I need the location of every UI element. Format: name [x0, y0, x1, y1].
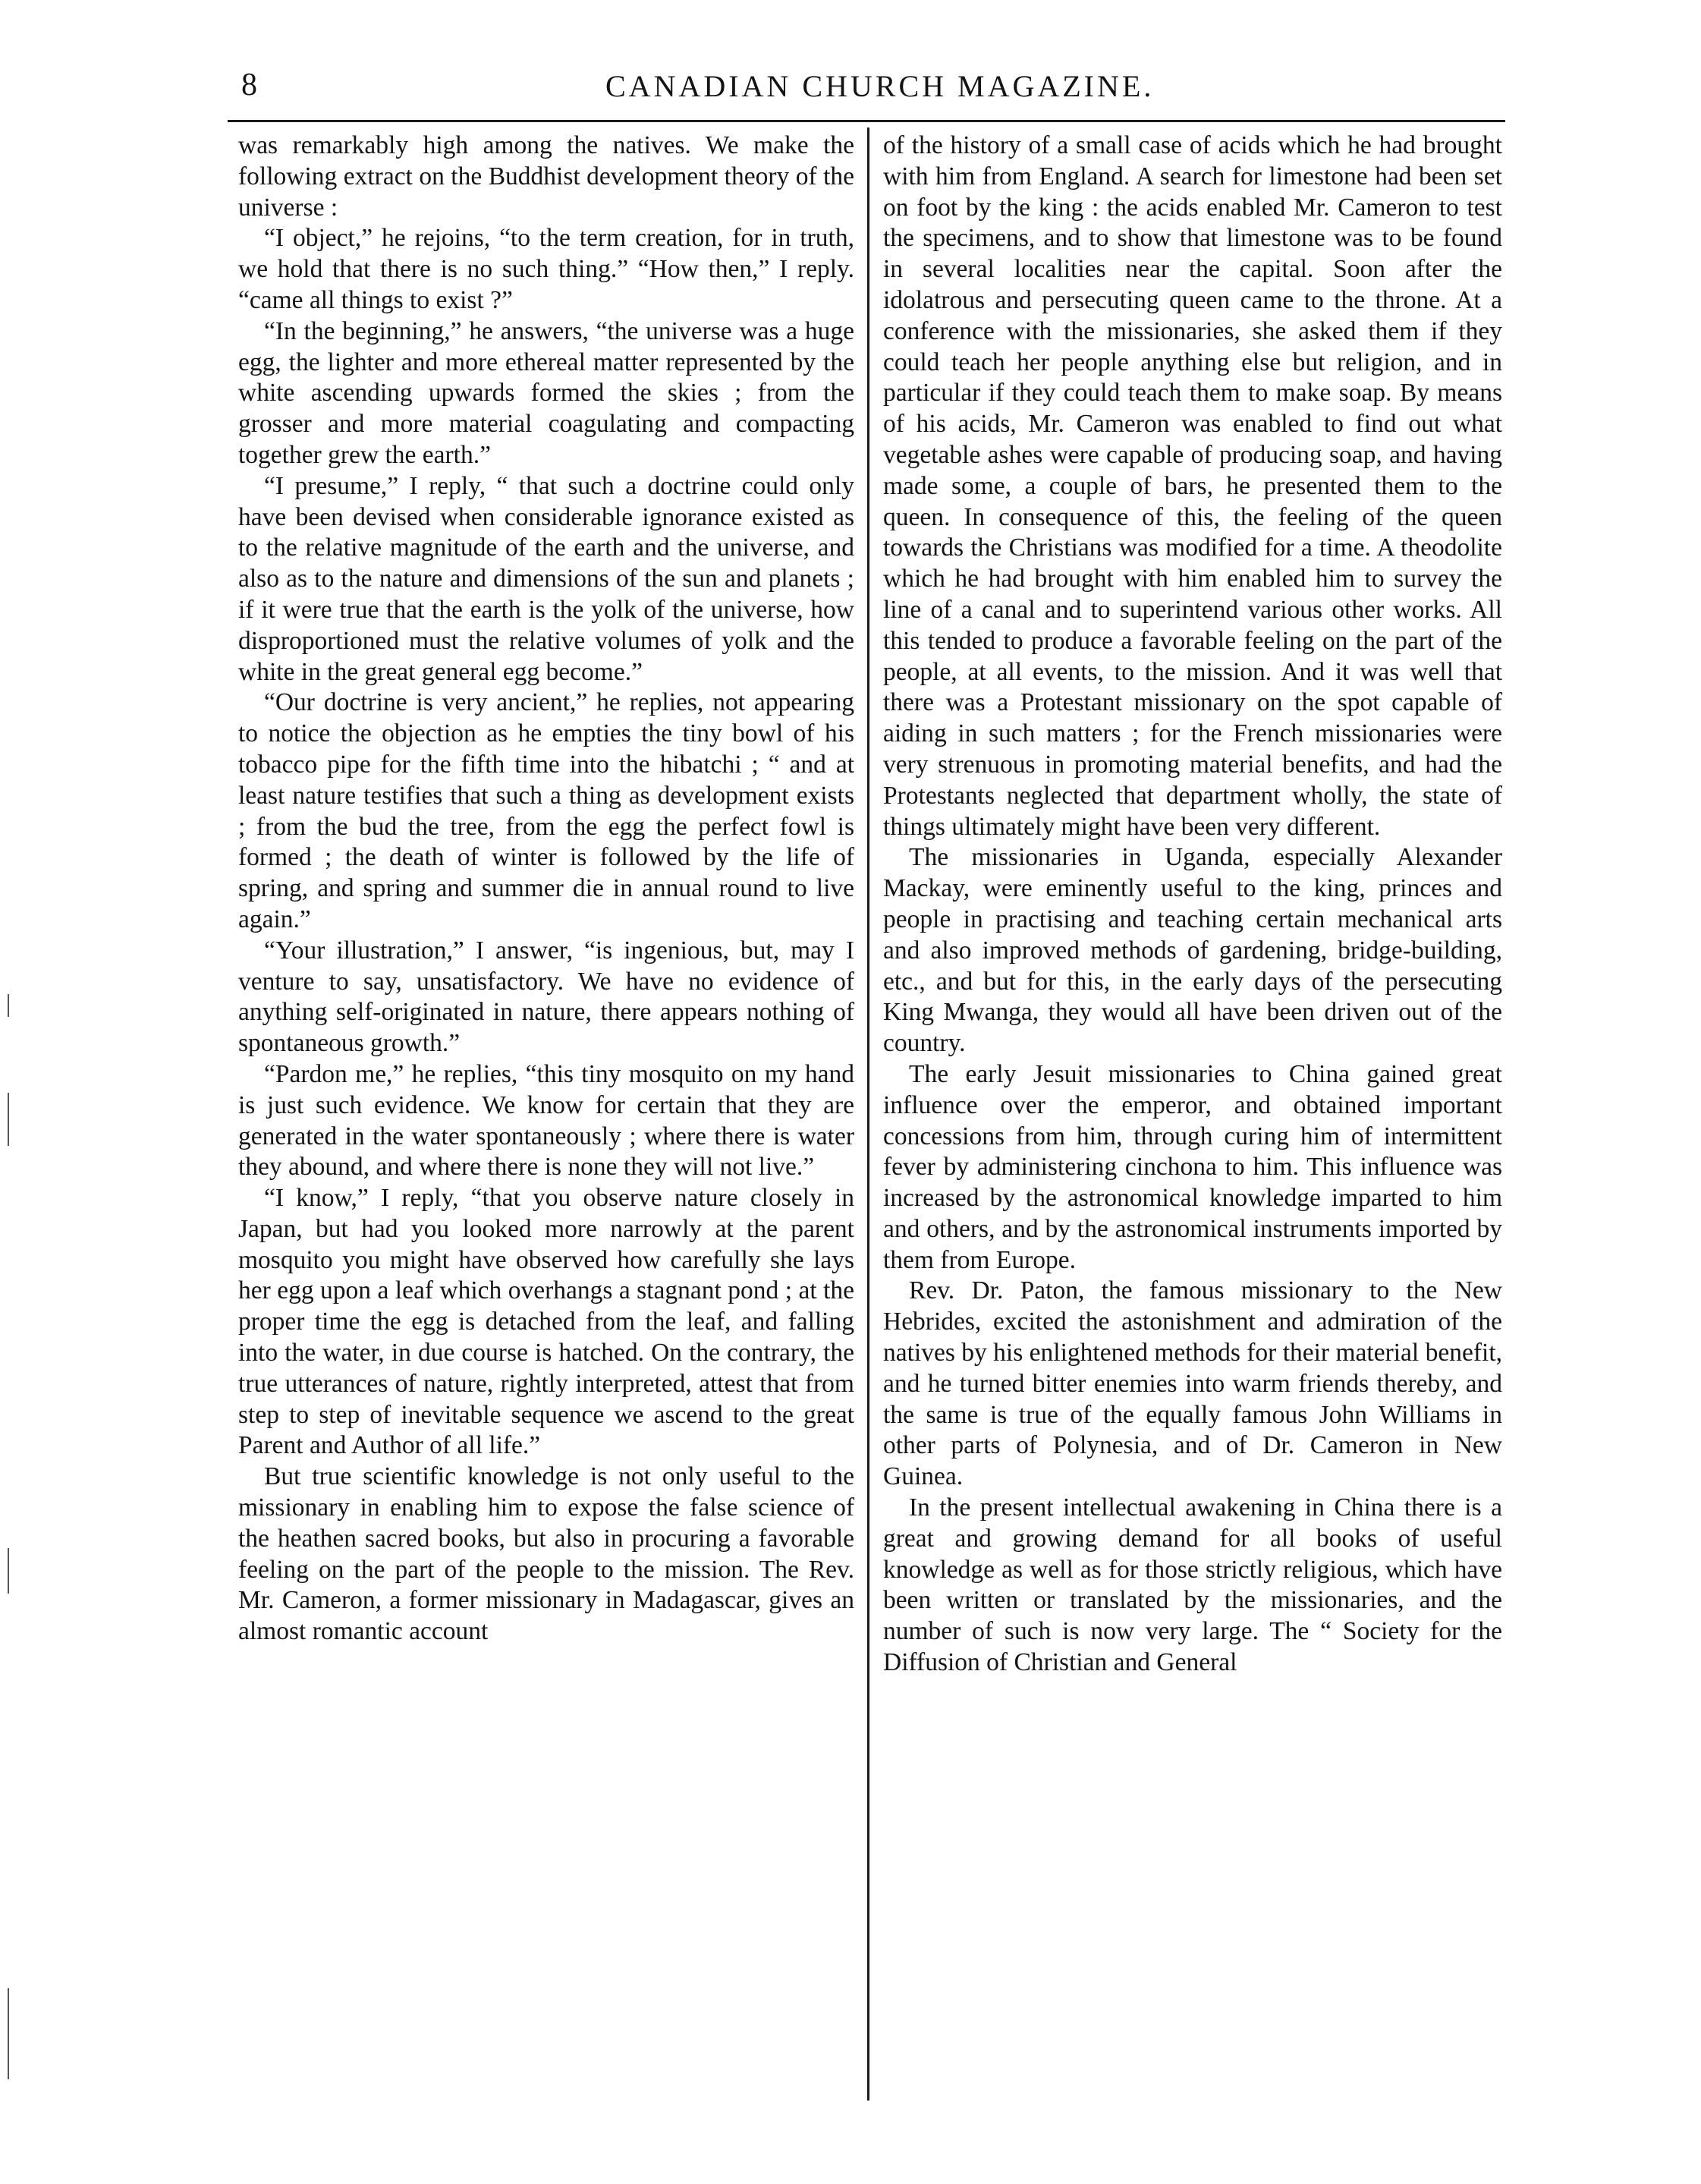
page-number: 8 — [241, 68, 258, 102]
paragraph: “Our doctrine is very ancient,” he replies, not appearing to notice the objection as he empties the tiny bowl of his tobacco pipe for the fifth time into the hibatchi ; “ and at least nature testifies that such a thing as development exists ; from the bud the tree, from the egg the perfect fowl is formed ; the death of winter is followed by the life of spring, and spring and summer die in annual round to live again.” — [238, 688, 854, 933]
paragraph: “Pardon me,” he replies, “this tiny mosquito on my hand is just such evidence. We know for certain that they are generated in the water spontaneously ; where there is water they abound, and where there is none they will not live.” — [238, 1059, 854, 1182]
paragraph: Rev. Dr. Paton, the famous missionary to the New Hebrides, excited the astonishment and admiration of the natives by his enlightened methods for their material benefit, and he turned bitter enemies into warm friends thereby, and the same is true of the equally famous John Williams in other parts of Polynesia, and of Dr. Cameron in New Guinea. — [883, 1276, 1502, 1491]
left-column — [238, 131, 854, 1647]
scan-mark — [8, 994, 9, 1017]
paragraph: “Your illustration,” I answer, “is ingenious, but, may I venture to say, unsatisfactory. We have no evidence of anything self-originated in nature, there appears nothing of spontaneous growth.” — [238, 936, 854, 1058]
paragraph: was remarkably high among the natives. We make the following extract on the Buddhist development theory of the universe : — [238, 131, 854, 222]
paragraph: In the present intellectual awakening in China there is a great and growing demand for all books of useful knowledge as well as for those strictly religious, which have been written or translated by the missionaries, and the number of such is now very large. The “ Society for the Diffusion of Christian and General — [883, 1493, 1502, 1677]
paragraph: But true scientific knowledge is not only useful to the missionary in enabling him to expose the false science of the heathen sacred books, but also in procuring a favorable feeling on the part of the people to the mission. The Rev. Mr. Cameron, a former missionary in Madagascar, gives an almost romantic account — [238, 1462, 854, 1646]
paragraph: “I presume,” I reply, “ that such a doctrine could only have been devised when considerable ignorance existed as to the relative magnitude of the earth and the universe, and also as to the nature and dimensions of the sun and planets ; if it were true that the earth is the yolk of the universe, how disproportioned must the relative volumes of yolk and the white in the great general egg become.” — [238, 471, 854, 686]
paragraph: “In the beginning,” he answers, “the universe was a huge egg, the lighter and more ethereal matter represented by the white ascending upwards formed the skies ; from the grosser and more material coagulating and compacting together grew the earth.” — [238, 316, 854, 469]
running-title: CANADIAN CHURCH MAGAZINE. — [605, 69, 1155, 103]
scan-mark — [8, 1988, 9, 2079]
column-divider — [867, 127, 869, 2101]
paragraph: The early Jesuit missionaries to China gained great influence over the emperor, and obtained important concessions from him, through curing him of intermittent fever by administering cinchona to him. This influence was increased by the astronomical knowledge imparted to him and others, and by the astronomical instruments imported by them from Europe. — [883, 1059, 1502, 1274]
right-column — [883, 131, 1502, 1679]
scan-mark — [8, 1093, 9, 1146]
scan-mark — [8, 1548, 9, 1594]
paragraph: The missionaries in Uganda, especially Alexander Mackay, were eminently useful to the king, princes and people in practising and teaching certain mechanical arts and also improved methods of gardening, bridge-building, etc., and but for this, in the early days of the persecuting King Mwanga, they would all have been driven out of the country. — [883, 843, 1502, 1058]
header-rule — [228, 120, 1505, 122]
paragraph: of the history of a small case of acids which he had brought with him from England. A search for limestone had been set on foot by the king : the acids enabled Mr. Cameron to test the specimens, and to show that limestone was to be found in several localities near the capital. Soon after the idolatrous and persecuting queen came to the throne. At a conference with the missionaries, she asked them if they could teach her people anything else but religion, and in particular if they could teach them to make soap. By means of his acids, Mr. Cameron was enabled to find out what vegetable ashes were capable of producing soap, and having made some, a couple of bars, he presented them to the queen. In consequence of this, the feeling of the queen towards the Christians was modified for a time. A theodolite which he had brought with him enabled him to survey the line of a canal and to superintend various other works. All this tended to produce a favorable feeling on the part of the people, at all events, to the mission. And it was well that there was a Protestant missionary on the spot capable of aiding in such matters ; for the French missionaries were very strenuous in promoting material benefits, and had the Protestants neglected that department wholly, the state of things ultimately might have been very different. — [883, 131, 1502, 841]
paragraph: “I object,” he rejoins, “to the term creation, for in truth, we hold that there is no such thing.” “How then,” I reply. “came all things to exist ?” — [238, 224, 854, 314]
running-header — [0, 67, 1701, 112]
paragraph: “I know,” I reply, “that you observe nature closely in Japan, but had you looked more narrowly at the parent mosquito you might have observed how carefully she lays her egg upon a leaf which overhangs a stagnant pond ; at the proper time the egg is detached from the leaf, and falling into the water, in due course is hatched. On the contrary, the true utterances of nature, rightly interpreted, attest that from step to step of inevitable sequence we ascend to the great Parent and Author of all life.” — [238, 1184, 854, 1460]
